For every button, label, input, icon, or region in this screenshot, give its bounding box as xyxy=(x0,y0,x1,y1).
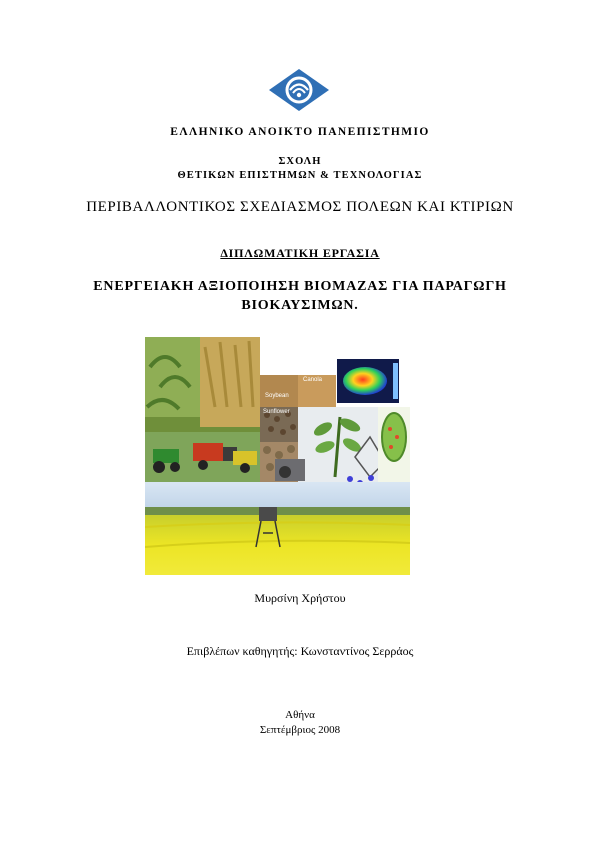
city: Αθήνα xyxy=(285,709,315,721)
program-name: ΠΕΡΙΒΑΛΛΟΝΤΙΚΟΣ ΣΧΕΔΙΑΣΜΟΣ ΠΟΛΕΩΝ ΚΑΙ ΚΤΙΡΙΩΝ xyxy=(86,199,514,215)
thesis-title-line-2: ΒΙΟΚΑΥΣΙΜΩΝ. xyxy=(241,298,359,313)
author-name: Μυρσίνη Χρήστου xyxy=(254,591,346,605)
collage-label-canola: Canola xyxy=(303,377,323,383)
faculty-name: ΘΕΤΙΚΩΝ ΕΠΙΣΤΗΜΩΝ & ΤΕΧΝΟΛΟΓΙΑΣ xyxy=(177,170,423,181)
supervisor-line: Επιβλέπων καθηγητής: Κωνσταντίνος Σερράος xyxy=(186,644,414,658)
university-logo xyxy=(268,68,330,112)
university-name: ΕΛΛΗΝΙΚΟ ΑΝΟΙΚΤΟ ΠΑΝΕΠΙΣΤΗΜΙΟ xyxy=(170,126,430,138)
biomass-collage-image xyxy=(145,337,410,575)
collage-label-soybean: Soybean xyxy=(265,393,289,399)
thesis-title xyxy=(0,277,600,315)
thesis-title-line-1: ΕΝΕΡΓΕΙΑΚΗ ΑΞΙΟΠΟΙΗΣΗ ΒΙΟΜΑΖΑΣ ΓΙΑ ΠΑΡΑΓΩΓΗ xyxy=(93,279,507,294)
thesis-label: ΔΙΠΛΩΜΑΤΙΚΗ ΕΡΓΑΣΙΑ xyxy=(220,246,380,260)
collage-label-sunflower: Sunflower xyxy=(263,409,290,415)
school-label: ΣΧΟΛΗ xyxy=(278,156,322,167)
date: Σεπτέμβριος 2008 xyxy=(259,724,341,736)
